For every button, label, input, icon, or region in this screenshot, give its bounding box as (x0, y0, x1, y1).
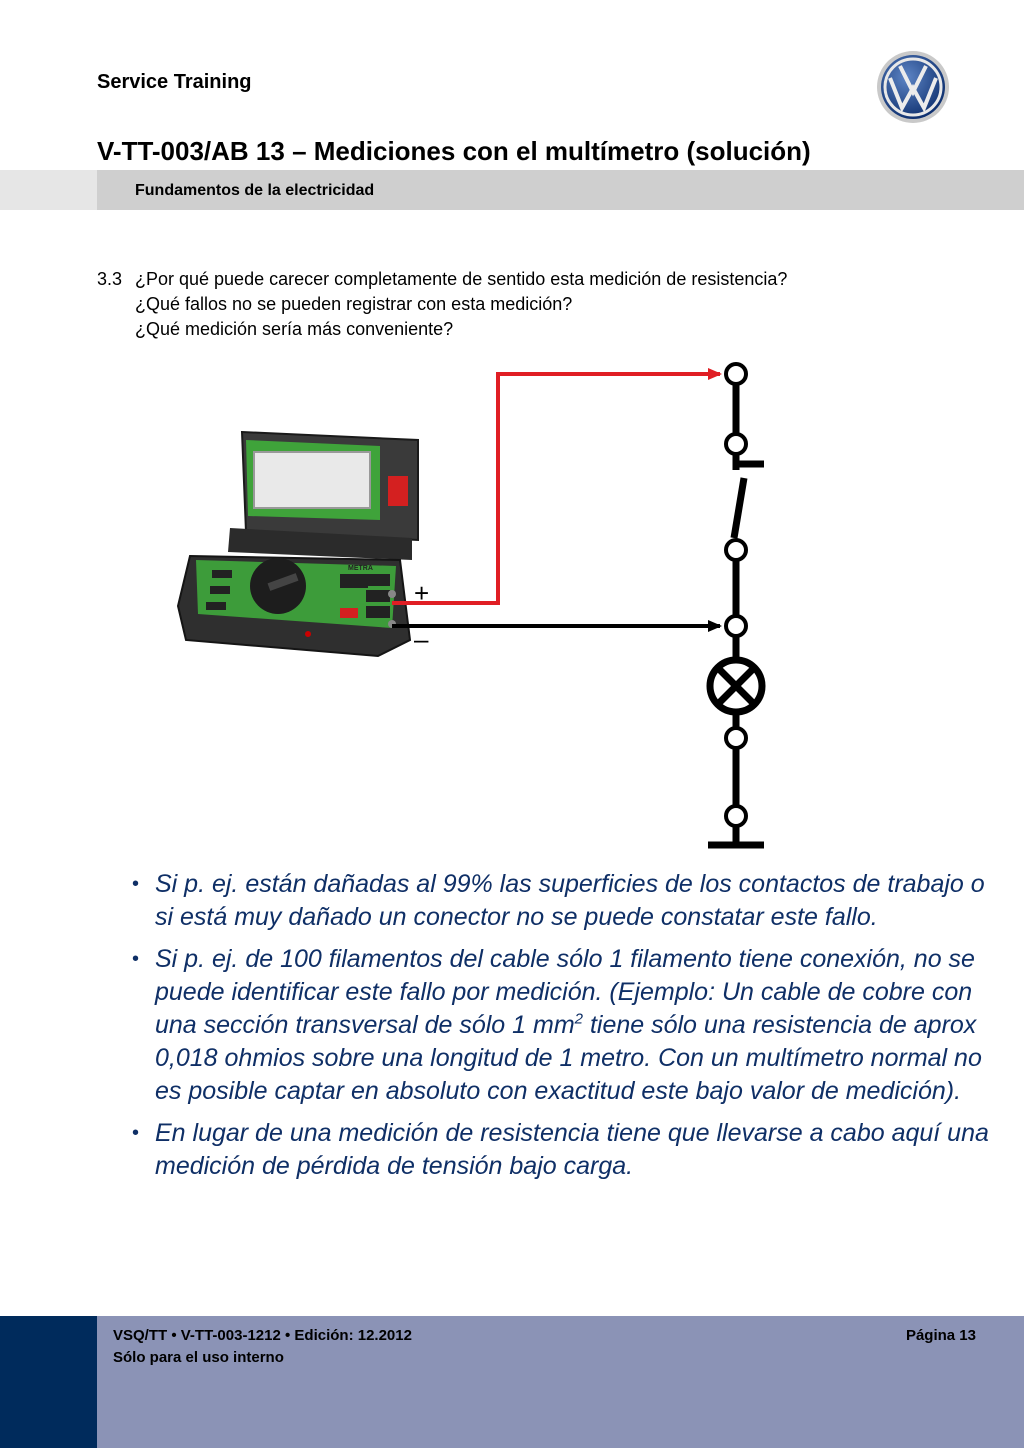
plus-label: + (414, 578, 430, 608)
meter-brand: METRA (348, 565, 373, 572)
answer-text: tiene sólo una resistencia de aprox 0,018 ohmios sobre una longitud de 1 metro. Con un multímetro normal no es posible captar en absoluto con exactitud este bajo valor de medición). (155, 1011, 982, 1105)
question-line: ¿Por qué puede carecer completamente de sentido esta medición de resistencia? (135, 269, 788, 289)
terminal (726, 364, 746, 384)
footer-doc-info: VSQ/TT • V-TT-003-1212 • Edición: 12.2012 (113, 1327, 412, 1344)
lamp-symbol (710, 660, 762, 712)
meter-red-button (388, 476, 408, 506)
question-number: 3.3 (97, 269, 123, 289)
switch-blade (734, 478, 744, 538)
bullet: • (132, 873, 140, 895)
bullet: • (132, 948, 140, 970)
question-line: ¿Qué fallos no se pueden registrar con esta medición? (135, 294, 573, 314)
vw-logo (876, 50, 950, 124)
section-subtitle: Fundamentos de la electricidad (135, 182, 375, 199)
answer-item (132, 868, 992, 934)
circuit-diagram (0, 355, 1024, 855)
terminal (726, 806, 746, 826)
answer-list (132, 868, 992, 1192)
circuit (708, 364, 764, 845)
superscript: 2 (574, 1010, 583, 1028)
multimeter (178, 432, 418, 656)
meter-display (254, 452, 370, 508)
minus-label: – (414, 624, 429, 654)
terminal (726, 616, 746, 636)
service-training-label: Service Training (97, 71, 252, 93)
footer-internal-note: Sólo para el uso interno (113, 1349, 284, 1366)
answer-text: En lugar de una medición de resistencia tiene que llevarse a cabo aquí una medición de pérdida de tensión bajo carga. (155, 1119, 989, 1180)
terminal (726, 434, 746, 454)
footer-accent (0, 1316, 97, 1448)
terminal (726, 728, 746, 748)
header-bar-accent (0, 170, 97, 210)
bullet: • (132, 1122, 140, 1144)
page-title: V-TT-003/AB 13 – Mediciones con el multímetro (solución) (97, 136, 811, 166)
answer-item (132, 943, 992, 1108)
question-line: ¿Qué medición sería más conveniente? (135, 319, 454, 339)
answer-text: Si p. ej. de 100 filamentos del cable sólo 1 filamento tiene conexión, no se puede identificar este fallo por medición. (Ejemplo: Un cable de cobre con una sección transversal de sólo 1 mm (155, 945, 975, 1039)
page-number: Página 13 (905, 1327, 976, 1344)
answer-text: Si p. ej. están dañadas al 99% las superficies de los contactos de trabajo o si está muy dañado un conector no se puede constatar este fallo. (155, 870, 985, 931)
answer-item (132, 1117, 992, 1183)
red-probe-wire (392, 374, 720, 603)
terminal (726, 540, 746, 560)
